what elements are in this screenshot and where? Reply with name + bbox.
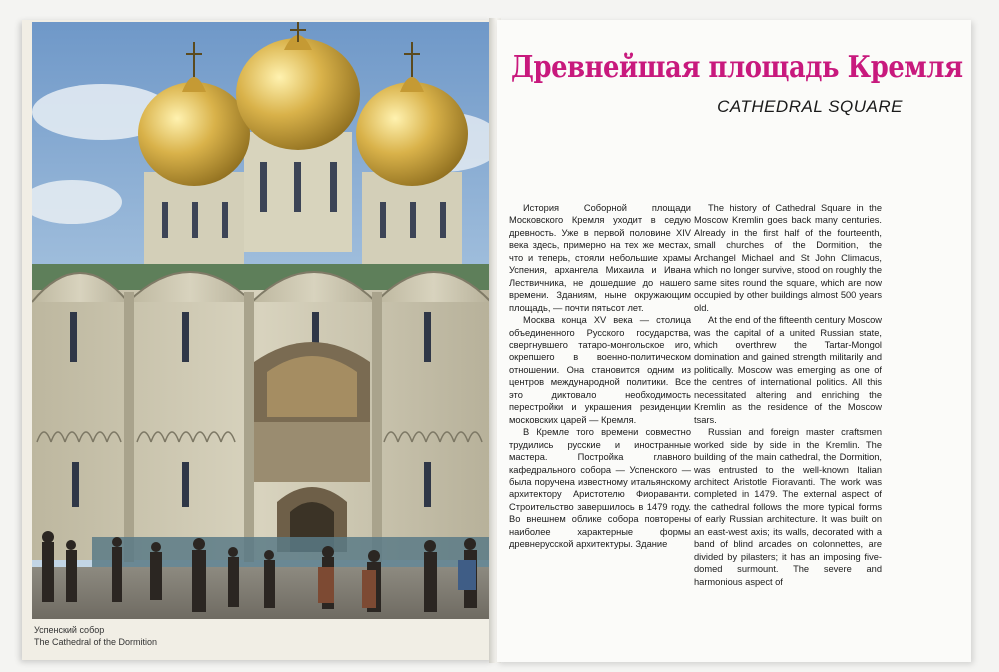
paragraph-ru: Москва конца XV века — столица объединенного Русского государства, свергнувшего татаро-монгольское иго, окрепшего в военно-политическом отношении. Она становится одним из центров международной политики. Все это диктовало необходимость перестройки и украшения резиденции московских царей — Кремля. — [509, 315, 691, 425]
page-title-en: CATHEDRAL SQUARE — [717, 97, 903, 116]
paragraph-ru: История Соборной площади Московского Кремля уходит в седую древность. Уже в первой половине XIV века здесь, примерно на тех же местах, что и теперь, стояли небольшие храмы Успения, архангела Михаила и Ивана Лествичника, не дошедшие до нашего времени. Зданиям, ныне окружающим площадь, — почти пятьсот лет. — [509, 203, 691, 313]
caption-en: The Cathedral of the Dormition — [34, 637, 158, 647]
paragraph-en: Russian and foreign master craftsmen worked side by side in the Kremlin. The building of the main cathedral, the Dormition, was entrusted to the well-known Italian architect Aristotle Fioravanti. The work was completed in 1479. The external aspect of the cathedral follows the more typical forms of early Russian architecture. It was built on an east-west axis; its walls, decorated with a band of blind arcades on colonnettes, are divided by pilasters; it has an imposing five-domed surmount. The severe and harmonious aspect of — [694, 427, 882, 587]
paragraph-en: At the end of the fifteenth century Moscow was the capital of a united Russian state, which overthrew the Tartar-Mongol domination and gained strength militarily and politically. Moscow was emerging as one of the centres of international politics. All this necessitated altering and enriching the Kremlin as the residence of the Moscow tsars. — [694, 315, 882, 425]
right-page — [497, 20, 971, 662]
left-page — [22, 20, 494, 660]
paragraph-ru: В Кремле того времени совместно трудились русские и иностранные мастера. Постройка главного кафедрального собора — Успенского — была поручена известному итальянскому архитектору Аристотелю Фиораванти. Строительство завершилось в 1479 году. Во внешнем облике собора повторены наиболее характерные формы древнерусской архитектуры. Здание — [509, 427, 691, 550]
caption-ru: Успенский собор — [34, 625, 105, 635]
cathedral-illustration — [32, 22, 491, 619]
text-column-ru — [509, 202, 691, 551]
cathedral-photo — [32, 22, 491, 619]
text-column-en — [694, 202, 882, 588]
photo-caption — [34, 624, 334, 648]
paragraph-en: The history of Cathedral Square in the Moscow Kremlin goes back many centuries. Already in the first half of the fourteenth, small churches of the Dormition, the Archangel Michael and St John Climacus, which no longer survive, stood on roughly the same sites round the square, which are now occupied by other buildings almost 500 years old. — [694, 203, 882, 313]
page-title-ru: Древнейшая площадь Кремля — [511, 50, 963, 85]
